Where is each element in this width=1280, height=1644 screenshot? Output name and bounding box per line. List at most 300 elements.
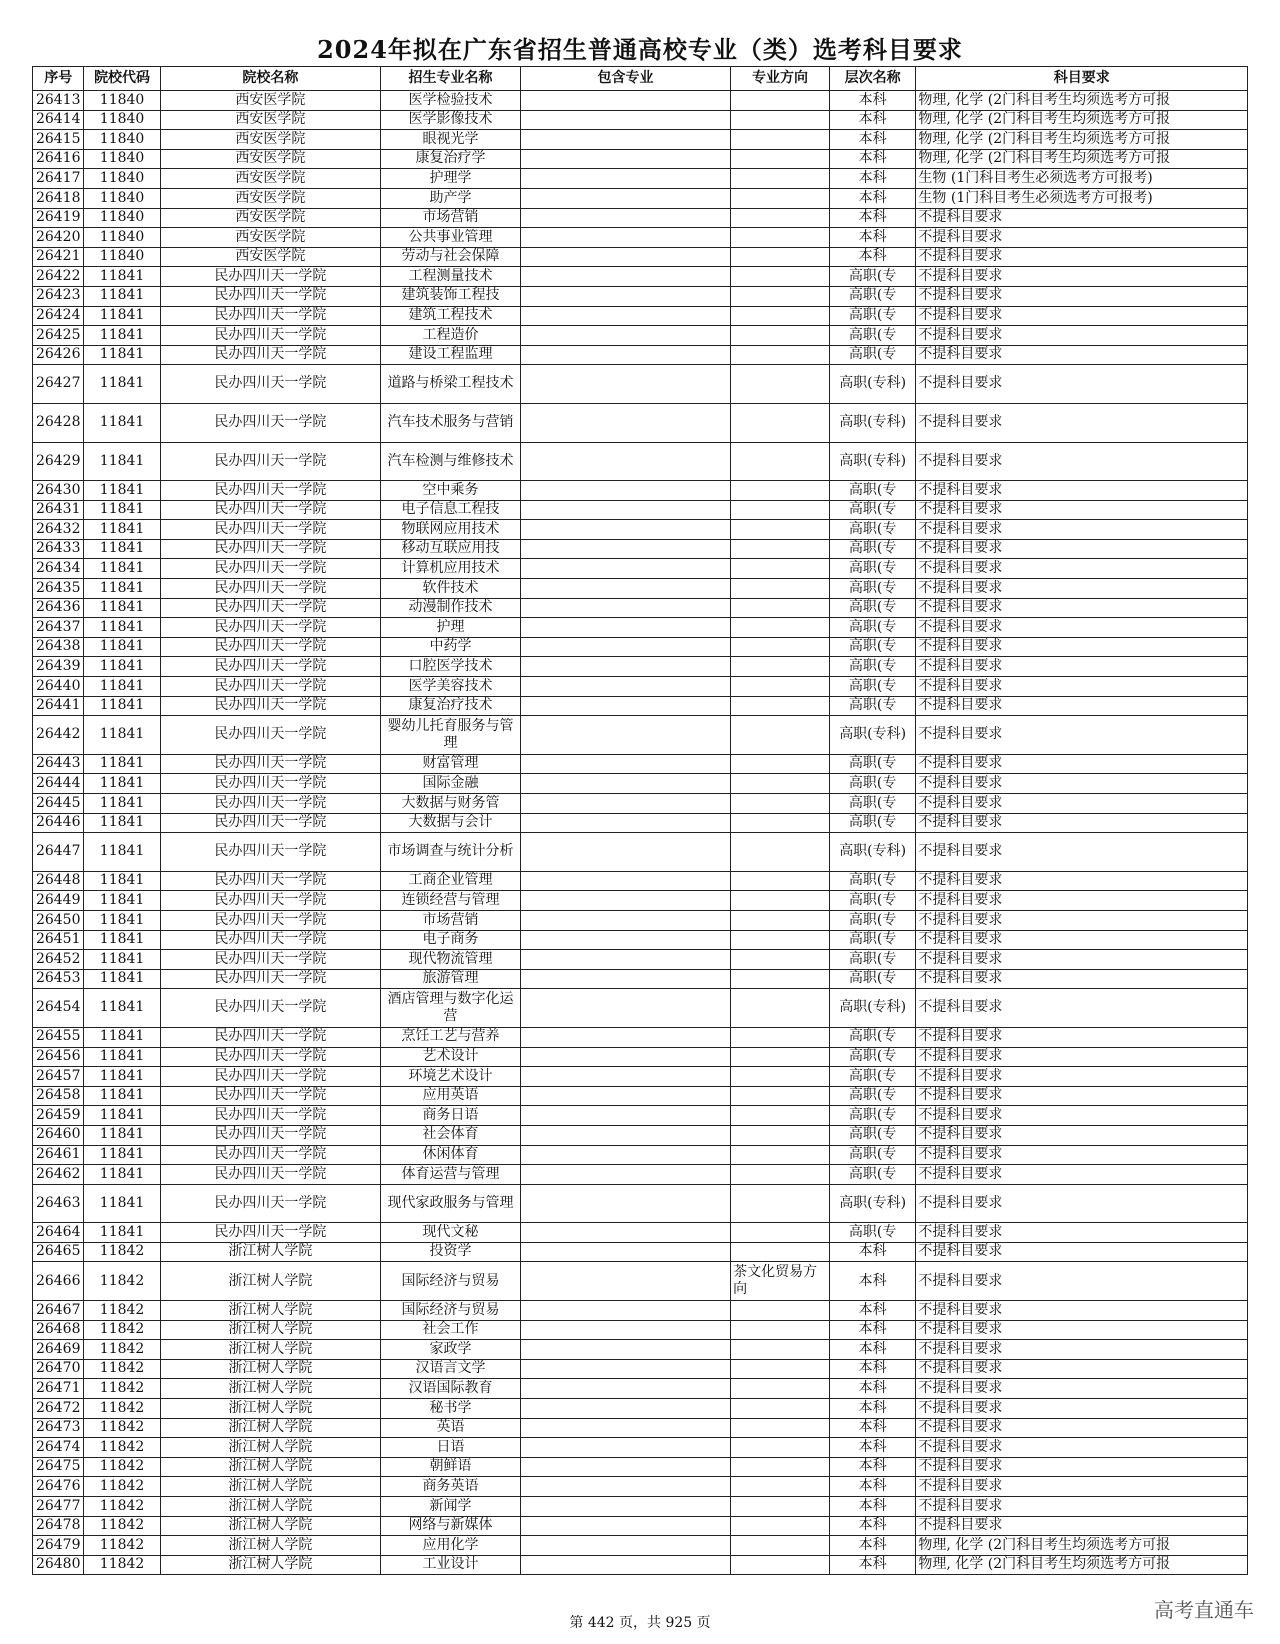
cell-major-name: 劳动与社会保障 [381, 247, 521, 267]
cell-major-name: 日语 [381, 1438, 521, 1458]
cell-subject-req: 不提科目要求 [916, 1359, 1248, 1379]
cell-level: 高职(专 [829, 1223, 915, 1243]
cell-level: 本科 [829, 1418, 915, 1438]
cell-school-code: 11841 [84, 500, 160, 520]
cell-subject-req: 不提科目要求 [916, 657, 1248, 677]
cell-school-name: 民办四川天一学院 [160, 539, 380, 559]
cell-direction [731, 130, 830, 150]
cell-subject-req: 不提科目要求 [916, 1340, 1248, 1360]
cell-included-majors [521, 1497, 731, 1517]
cell-subject-req: 不提科目要求 [916, 696, 1248, 716]
cell-subject-req: 不提科目要求 [916, 637, 1248, 657]
cell-major-name: 中药学 [381, 637, 521, 657]
cell-level: 高职(专 [829, 950, 915, 970]
cell-subject-req: 不提科目要求 [916, 1457, 1248, 1477]
cell-school-code: 11842 [84, 1536, 160, 1556]
cell-school-code: 11840 [84, 149, 160, 169]
table-row [33, 208, 1248, 228]
table-row [33, 833, 1248, 872]
cell-seq: 26440 [33, 677, 84, 697]
cell-school-name: 浙江树人学院 [160, 1477, 380, 1497]
cell-direction [731, 579, 830, 599]
cell-major-name: 动漫制作技术 [381, 598, 521, 618]
cell-major-name: 婴幼儿托育服务与管理 [381, 716, 521, 755]
cell-seq: 26418 [33, 188, 84, 208]
cell-seq: 26441 [33, 696, 84, 716]
cell-subject-req: 不提科目要求 [916, 871, 1248, 891]
cell-direction [731, 754, 830, 774]
cell-school-name: 民办四川天一学院 [160, 657, 380, 677]
cell-major-name: 医学检验技术 [381, 91, 521, 111]
cell-school-name: 浙江树人学院 [160, 1320, 380, 1340]
cell-level: 本科 [829, 169, 915, 189]
cell-subject-req: 不提科目要求 [916, 1418, 1248, 1438]
cell-seq: 26473 [33, 1418, 84, 1438]
cell-subject-req: 物理, 化学 (2门科目考生均须选考方可报 [916, 149, 1248, 169]
table-row [33, 1223, 1248, 1243]
cell-direction [731, 1536, 830, 1556]
cell-school-code: 11841 [84, 520, 160, 540]
cell-seq: 26443 [33, 754, 84, 774]
cell-included-majors [521, 833, 731, 872]
table-row [33, 871, 1248, 891]
cell-school-name: 民办四川天一学院 [160, 442, 380, 481]
cell-major-name: 空中乘务 [381, 481, 521, 501]
cell-school-code: 11842 [84, 1320, 160, 1340]
cell-seq: 26474 [33, 1438, 84, 1458]
cell-subject-req: 不提科目要求 [916, 794, 1248, 814]
cell-level: 高职(专 [829, 306, 915, 326]
cell-major-name: 汽车技术服务与营销 [381, 403, 521, 442]
cell-subject-req: 不提科目要求 [916, 228, 1248, 248]
cell-direction [731, 286, 830, 306]
cell-major-name: 国际金融 [381, 774, 521, 794]
cell-major-name: 商务英语 [381, 1477, 521, 1497]
cell-level: 高职(专科) [829, 365, 915, 404]
cell-subject-req: 不提科目要求 [916, 1125, 1248, 1145]
table-row [33, 1301, 1248, 1321]
cell-direction [731, 657, 830, 677]
cell-direction [731, 326, 830, 346]
table-row [33, 1086, 1248, 1106]
cell-school-name: 民办四川天一学院 [160, 716, 380, 755]
cell-seq: 26424 [33, 306, 84, 326]
cell-direction [731, 188, 830, 208]
table-row [33, 1125, 1248, 1145]
cell-direction [731, 774, 830, 794]
cell-included-majors [521, 1301, 731, 1321]
cell-major-name: 汉语国际教育 [381, 1379, 521, 1399]
cell-school-name: 浙江树人学院 [160, 1555, 380, 1575]
cell-level: 高职(专 [829, 696, 915, 716]
cell-seq: 26414 [33, 110, 84, 130]
cell-included-majors [521, 1457, 731, 1477]
cell-subject-req: 不提科目要求 [916, 306, 1248, 326]
cell-seq: 26479 [33, 1536, 84, 1556]
cell-subject-req: 不提科目要求 [916, 539, 1248, 559]
cell-school-name: 浙江树人学院 [160, 1536, 380, 1556]
cell-school-name: 民办四川天一学院 [160, 910, 380, 930]
cell-level: 高职(专 [829, 1086, 915, 1106]
cell-major-name: 电子信息工程技 [381, 500, 521, 520]
cell-school-code: 11841 [84, 618, 160, 638]
cell-subject-req: 不提科目要求 [916, 1438, 1248, 1458]
cell-major-name: 商务日语 [381, 1106, 521, 1126]
cell-level: 高职(专 [829, 677, 915, 697]
cell-direction [731, 1359, 830, 1379]
cell-major-name: 道路与桥梁工程技术 [381, 365, 521, 404]
cell-included-majors [521, 618, 731, 638]
table-row [33, 1262, 1248, 1301]
cell-level: 本科 [829, 1359, 915, 1379]
cell-school-name: 民办四川天一学院 [160, 754, 380, 774]
cell-direction [731, 1184, 830, 1223]
cell-school-name: 西安医学院 [160, 228, 380, 248]
cell-seq: 26439 [33, 657, 84, 677]
cell-seq: 26467 [33, 1301, 84, 1321]
col-header-school-name: 院校名称 [160, 67, 380, 91]
table-row [33, 910, 1248, 930]
cell-major-name: 现代物流管理 [381, 950, 521, 970]
page-footer: 第 442 页，共 925 页 [569, 1615, 711, 1631]
cell-seq: 26422 [33, 267, 84, 287]
cell-school-code: 11841 [84, 910, 160, 930]
cell-school-code: 11842 [84, 1477, 160, 1497]
col-header-included-majors: 包含专业 [521, 67, 731, 91]
cell-level: 高职(专 [829, 267, 915, 287]
cell-subject-req: 不提科目要求 [916, 1242, 1248, 1262]
cell-direction [731, 794, 830, 814]
cell-school-name: 浙江树人学院 [160, 1457, 380, 1477]
cell-included-majors [521, 774, 731, 794]
cell-level: 高职(专 [829, 1067, 915, 1087]
cell-school-code: 11841 [84, 871, 160, 891]
cell-level: 高职(专科) [829, 716, 915, 755]
cell-level: 本科 [829, 1262, 915, 1301]
cell-seq: 26415 [33, 130, 84, 150]
cell-seq: 26416 [33, 149, 84, 169]
cell-level: 高职(专 [829, 754, 915, 774]
cell-included-majors [521, 891, 731, 911]
cell-school-code: 11841 [84, 442, 160, 481]
cell-major-name: 旅游管理 [381, 969, 521, 989]
cell-school-code: 11841 [84, 716, 160, 755]
cell-included-majors [521, 871, 731, 891]
cell-subject-req: 不提科目要求 [916, 833, 1248, 872]
cell-major-name: 工业设计 [381, 1555, 521, 1575]
cell-school-name: 民办四川天一学院 [160, 1047, 380, 1067]
cell-level: 本科 [829, 91, 915, 111]
cell-subject-req: 不提科目要求 [916, 754, 1248, 774]
cell-school-name: 民办四川天一学院 [160, 326, 380, 346]
table-row [33, 110, 1248, 130]
cell-level: 高职(专 [829, 1027, 915, 1047]
cell-school-name: 民办四川天一学院 [160, 1184, 380, 1223]
cell-direction [731, 598, 830, 618]
cell-school-name: 西安医学院 [160, 188, 380, 208]
table-row [33, 442, 1248, 481]
cell-direction [731, 969, 830, 989]
cell-major-name: 建筑装饰工程技 [381, 286, 521, 306]
cell-school-code: 11841 [84, 696, 160, 716]
cell-school-code: 11840 [84, 228, 160, 248]
table-row [33, 130, 1248, 150]
table-row [33, 500, 1248, 520]
cell-school-name: 浙江树人学院 [160, 1262, 380, 1301]
cell-direction [731, 110, 830, 130]
cell-school-name: 浙江树人学院 [160, 1340, 380, 1360]
table-row [33, 1418, 1248, 1438]
cell-subject-req: 不提科目要求 [916, 403, 1248, 442]
cell-direction [731, 1438, 830, 1458]
cell-school-code: 11842 [84, 1379, 160, 1399]
cell-school-name: 民办四川天一学院 [160, 989, 380, 1028]
table-row [33, 1497, 1248, 1517]
cell-major-name: 朝鲜语 [381, 1457, 521, 1477]
table-row [33, 481, 1248, 501]
cell-included-majors [521, 481, 731, 501]
cell-school-code: 11841 [84, 1223, 160, 1243]
cell-school-code: 11842 [84, 1438, 160, 1458]
cell-seq: 26431 [33, 500, 84, 520]
cell-level: 高职(专 [829, 774, 915, 794]
cell-level: 高职(专 [829, 910, 915, 930]
cell-subject-req: 不提科目要求 [916, 1399, 1248, 1419]
cell-subject-req: 不提科目要求 [916, 969, 1248, 989]
cell-school-name: 民办四川天一学院 [160, 1106, 380, 1126]
cell-direction [731, 989, 830, 1028]
cell-school-name: 西安医学院 [160, 247, 380, 267]
cell-school-name: 浙江树人学院 [160, 1516, 380, 1536]
cell-subject-req: 不提科目要求 [916, 813, 1248, 833]
cell-level: 高职(专 [829, 1145, 915, 1165]
cell-level: 高职(专 [829, 539, 915, 559]
cell-level: 高职(专 [829, 930, 915, 950]
cell-seq: 26463 [33, 1184, 84, 1223]
cell-seq: 26451 [33, 930, 84, 950]
cell-included-majors [521, 1262, 731, 1301]
cell-included-majors [521, 969, 731, 989]
table-row [33, 794, 1248, 814]
cell-school-name: 民办四川天一学院 [160, 520, 380, 540]
cell-level: 本科 [829, 149, 915, 169]
cell-school-code: 11840 [84, 110, 160, 130]
table-row [33, 1399, 1248, 1419]
cell-level: 高职(专 [829, 345, 915, 365]
cell-seq: 26430 [33, 481, 84, 501]
cell-subject-req: 不提科目要求 [916, 442, 1248, 481]
cell-school-name: 民办四川天一学院 [160, 1086, 380, 1106]
cell-direction [731, 833, 830, 872]
cell-level: 本科 [829, 1340, 915, 1360]
cell-included-majors [521, 1359, 731, 1379]
cell-seq: 26452 [33, 950, 84, 970]
cell-seq: 26459 [33, 1106, 84, 1126]
cell-seq: 26419 [33, 208, 84, 228]
cell-level: 高职(专 [829, 481, 915, 501]
cell-school-name: 民办四川天一学院 [160, 871, 380, 891]
table-row [33, 598, 1248, 618]
cell-included-majors [521, 1027, 731, 1047]
cell-level: 本科 [829, 1555, 915, 1575]
cell-school-name: 民办四川天一学院 [160, 969, 380, 989]
cell-school-code: 11841 [84, 403, 160, 442]
cell-included-majors [521, 1418, 731, 1438]
cell-subject-req: 不提科目要求 [916, 208, 1248, 228]
cell-school-name: 浙江树人学院 [160, 1359, 380, 1379]
cell-major-name: 康复治疗技术 [381, 696, 521, 716]
cell-seq: 26438 [33, 637, 84, 657]
cell-subject-req: 不提科目要求 [916, 1067, 1248, 1087]
cell-school-code: 11841 [84, 1106, 160, 1126]
cell-school-code: 11841 [84, 1086, 160, 1106]
cell-subject-req: 不提科目要求 [916, 345, 1248, 365]
cell-level: 高职(专科) [829, 442, 915, 481]
cell-level: 本科 [829, 1242, 915, 1262]
cell-subject-req: 不提科目要求 [916, 1047, 1248, 1067]
cell-level: 高职(专 [829, 559, 915, 579]
cell-school-name: 浙江树人学院 [160, 1438, 380, 1458]
cell-included-majors [521, 1223, 731, 1243]
table-row [33, 579, 1248, 599]
cell-major-name: 大数据与会计 [381, 813, 521, 833]
cell-direction [731, 1477, 830, 1497]
table-row [33, 1477, 1248, 1497]
col-header-subject-req: 科目要求 [916, 67, 1248, 91]
table-row [33, 306, 1248, 326]
cell-direction [731, 637, 830, 657]
cell-school-code: 11841 [84, 950, 160, 970]
cell-included-majors [521, 1438, 731, 1458]
cell-included-majors [521, 637, 731, 657]
cell-seq: 26437 [33, 618, 84, 638]
cell-major-name: 秘书学 [381, 1399, 521, 1419]
cell-included-majors [521, 442, 731, 481]
cell-subject-req: 不提科目要求 [916, 716, 1248, 755]
cell-level: 本科 [829, 247, 915, 267]
cell-seq: 26468 [33, 1320, 84, 1340]
cell-subject-req: 不提科目要求 [916, 247, 1248, 267]
cell-school-code: 11841 [84, 930, 160, 950]
cell-subject-req: 不提科目要求 [916, 326, 1248, 346]
cell-school-name: 西安医学院 [160, 130, 380, 150]
cell-major-name: 汉语言文学 [381, 1359, 521, 1379]
cell-major-name: 社会体育 [381, 1125, 521, 1145]
cell-school-code: 11841 [84, 833, 160, 872]
cell-subject-req: 不提科目要求 [916, 950, 1248, 970]
table-row [33, 1340, 1248, 1360]
cell-major-name: 工商企业管理 [381, 871, 521, 891]
cell-school-code: 11842 [84, 1418, 160, 1438]
cell-included-majors [521, 1477, 731, 1497]
cell-seq: 26427 [33, 365, 84, 404]
cell-direction [731, 1497, 830, 1517]
cell-included-majors [521, 1242, 731, 1262]
cell-major-name: 国际经济与贸易 [381, 1301, 521, 1321]
cell-included-majors [521, 1184, 731, 1223]
table-row [33, 365, 1248, 404]
table-row [33, 228, 1248, 248]
cell-included-majors [521, 149, 731, 169]
cell-school-code: 11841 [84, 813, 160, 833]
cell-level: 本科 [829, 208, 915, 228]
cell-school-name: 民办四川天一学院 [160, 813, 380, 833]
cell-seq: 26434 [33, 559, 84, 579]
cell-direction [731, 618, 830, 638]
cell-major-name: 财富管理 [381, 754, 521, 774]
cell-school-name: 浙江树人学院 [160, 1379, 380, 1399]
cell-seq: 26433 [33, 539, 84, 559]
cell-direction [731, 891, 830, 911]
cell-included-majors [521, 1536, 731, 1556]
cell-included-majors [521, 326, 731, 346]
cell-school-name: 西安医学院 [160, 208, 380, 228]
cell-school-name: 民办四川天一学院 [160, 1027, 380, 1047]
table-row [33, 326, 1248, 346]
cell-school-code: 11841 [84, 969, 160, 989]
cell-subject-req: 不提科目要求 [916, 1106, 1248, 1126]
cell-school-code: 11841 [84, 1067, 160, 1087]
cell-school-code: 11841 [84, 481, 160, 501]
cell-school-code: 11840 [84, 130, 160, 150]
cell-major-name: 艺术设计 [381, 1047, 521, 1067]
cell-major-name: 市场营销 [381, 910, 521, 930]
cell-seq: 26458 [33, 1086, 84, 1106]
cell-direction [731, 306, 830, 326]
cell-major-name: 家政学 [381, 1340, 521, 1360]
cell-school-name: 民办四川天一学院 [160, 1125, 380, 1145]
cell-major-name: 建筑工程技术 [381, 306, 521, 326]
table-row [33, 1106, 1248, 1126]
cell-included-majors [521, 539, 731, 559]
cell-subject-req: 不提科目要求 [916, 1027, 1248, 1047]
cell-school-name: 民办四川天一学院 [160, 1067, 380, 1087]
cell-included-majors [521, 910, 731, 930]
cell-included-majors [521, 110, 731, 130]
cell-school-code: 11842 [84, 1242, 160, 1262]
cell-seq: 26445 [33, 794, 84, 814]
cell-major-name: 应用英语 [381, 1086, 521, 1106]
cell-included-majors [521, 267, 731, 287]
cell-level: 高职(专 [829, 326, 915, 346]
table-row [33, 267, 1248, 287]
cell-school-name: 民办四川天一学院 [160, 598, 380, 618]
cell-direction [731, 677, 830, 697]
cell-school-code: 11841 [84, 677, 160, 697]
cell-level: 本科 [829, 130, 915, 150]
cell-subject-req: 不提科目要求 [916, 1477, 1248, 1497]
table-row [33, 950, 1248, 970]
cell-school-name: 民办四川天一学院 [160, 950, 380, 970]
cell-level: 本科 [829, 1477, 915, 1497]
cell-level: 高职(专 [829, 871, 915, 891]
cell-major-name: 工程造价 [381, 326, 521, 346]
cell-school-name: 民办四川天一学院 [160, 1165, 380, 1185]
cell-major-name: 工程测量技术 [381, 267, 521, 287]
cell-direction [731, 520, 830, 540]
cell-school-name: 民办四川天一学院 [160, 696, 380, 716]
table-row [33, 1242, 1248, 1262]
cell-level: 本科 [829, 1301, 915, 1321]
cell-included-majors [521, 677, 731, 697]
cell-major-name: 电子商务 [381, 930, 521, 950]
cell-major-name: 英语 [381, 1418, 521, 1438]
cell-level: 高职(专 [829, 1125, 915, 1145]
cell-included-majors [521, 247, 731, 267]
cell-school-code: 11842 [84, 1516, 160, 1536]
cell-school-name: 西安医学院 [160, 149, 380, 169]
cell-school-name: 浙江树人学院 [160, 1242, 380, 1262]
